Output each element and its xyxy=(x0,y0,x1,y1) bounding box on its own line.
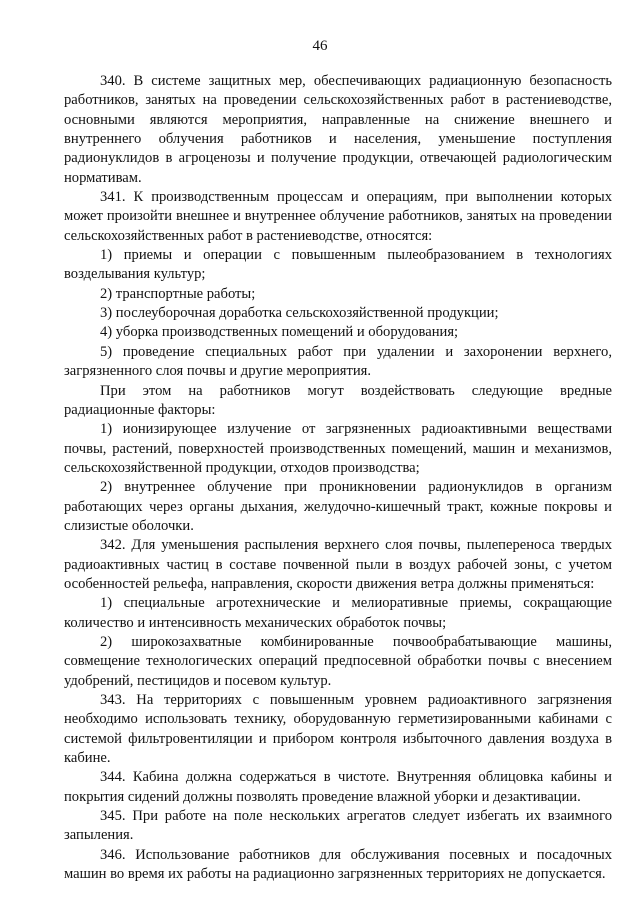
list-item-341-1: 1) приемы и операции с повышенным пылеобразованием в технологиях возделывания культур; xyxy=(64,247,612,283)
list-item-factor-1: 1) ионизирующее излучение от загрязненных радиоактивными веществами почвы, растений, поверхностей производственных помещений, машин и механизмов, сельскохозяйственной продукции, отходов производства; xyxy=(64,421,612,476)
list-item-341-4: 4) уборка производственных помещений и оборудования; xyxy=(100,324,459,341)
paragraph-345: 345. При работе на поле нескольких агрегатов следует избегать их взаимного запыления. xyxy=(64,808,612,844)
page-number: 46 xyxy=(312,38,328,54)
list-item-341-3: 3) послеуборочная доработка сельскохозяйственной продукции; xyxy=(100,305,499,322)
list-item-342-2: 2) широкозахватные комбинированные почвообрабатывающие машины, совмещение технологических операций предпосевной обработки почвы с внесением удобрений, пестицидов и посевом культур. xyxy=(64,633,612,689)
paragraph-344: 344. Кабина должна содержаться в чистоте. Внутренняя облицовка кабины и покрытия сидений должны позволять проведение влажной уборки и дезактивации. xyxy=(64,769,612,805)
document-body xyxy=(64,72,612,884)
list-item-341-2: 2) транспортные работы; xyxy=(100,285,256,302)
list-item-341-5: 5) проведение специальных работ при удалении и захоронении верхнего, загрязненного слоя почвы и другие мероприятия. xyxy=(64,343,612,380)
list-item-factor-2: 2) внутреннее облучение при проникновении радионуклидов в организм работающих через органы дыхания, желудочно-кишечный тракт, кожные покровы и слизистые оболочки. xyxy=(64,479,612,534)
paragraph-radiation-factors: При этом на работников могут воздействовать следующие вредные радиационные факторы: xyxy=(64,382,612,418)
paragraph-341: 341. К производственным процессам и операциям, при выполнении которых может произойти внешнее и внутреннее облучение работников, занятых на проведении сельскохозяйственных работ в растениеводстве, относятся: xyxy=(64,189,612,244)
paragraph-343: 343. На территориях с повышенным уровнем радиоактивного загрязнения необходимо использовать технику, оборудованную герметизированными кабинами с системой фильтровентиляции и прибором контроля избыточного давления воздуха в кабине. xyxy=(64,692,612,767)
paragraph-346: 346. Использование работников для обслуживания посевных и посадочных машин во время их работы на радиационно загрязненных территориях не допускается. xyxy=(64,846,612,883)
paragraph-340: 340. В системе защитных мер, обеспечивающих радиационную безопасность работников, занятых на проведении сельскохозяйственных работ в растениеводстве, основными являются мероприятия, направленные на снижение внешнего и внутреннего облучения работников и населения, уменьшение поступления радионуклидов в агроценозы и получение продукции, отвечающей радиологическим нормативам. xyxy=(64,73,612,186)
paragraph-342: 342. Для уменьшения распыления верхнего слоя почвы, пылепереноса твердых радиоактивных частиц в составе почвенной пыли в воздух рабочей зоны, с учетом особенностей рельефа, направления, скорости движения ветра должны применяться: xyxy=(64,537,612,592)
list-item-342-1: 1) специальные агротехнические и мелиоративные приемы, сокращающие количество и интенсивность механических обработок почвы; xyxy=(64,595,612,631)
